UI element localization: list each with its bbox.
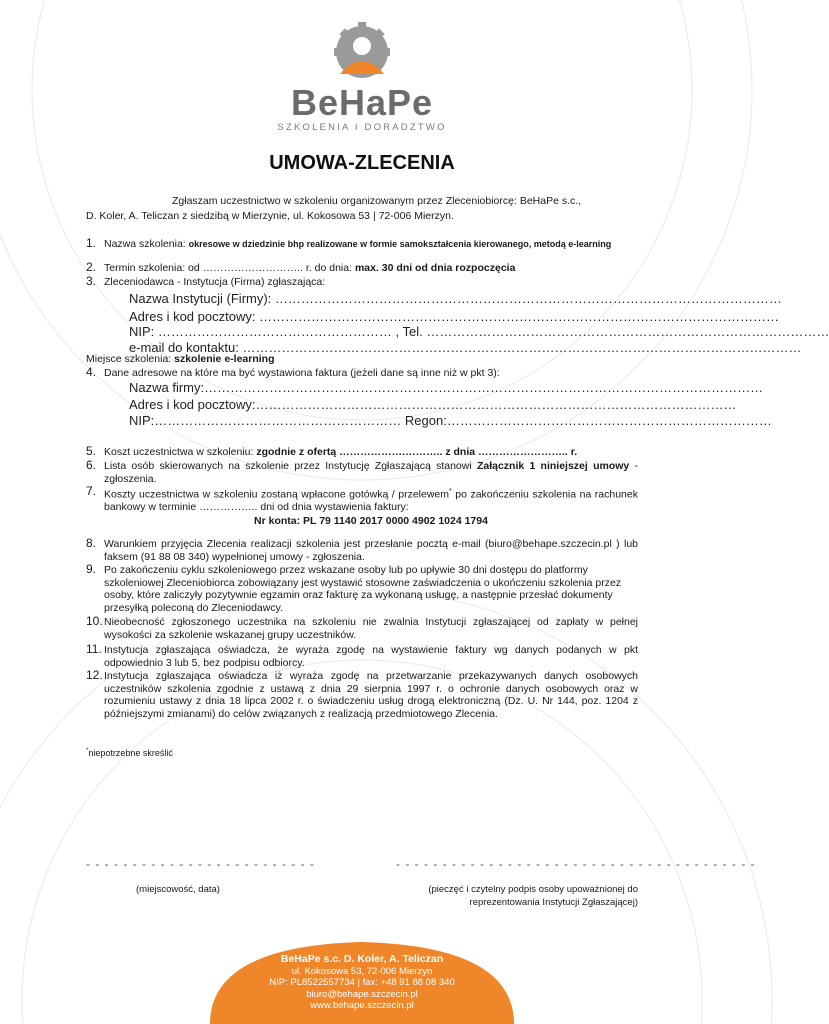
item-1-value: okresowe w dziedzinie bhp realizowane w formie samokształcenia kierowanego, metodą e-learning — [188, 239, 612, 249]
footnote-mark: * — [449, 488, 452, 495]
item-12 — [86, 670, 638, 720]
item-11-text: Instytucja zgłaszająca oświadcza, że wyraża zgodę na wystawienie faktury wg danych podanych w pkt odpowiednio 3 lub 5, bez podpisu odbiorcy. — [104, 644, 638, 669]
item-number: 4. — [86, 365, 97, 379]
item-7 — [86, 486, 638, 527]
item-number: 6. — [86, 458, 97, 472]
item-2-mid: r. do dnia: — [305, 262, 353, 274]
item-number: 3. — [86, 274, 97, 288]
training-place-value: szkolenie e-learning — [174, 353, 275, 365]
footnote — [86, 748, 173, 758]
item-2-dots: ……………………….. — [202, 262, 303, 274]
item-10-text: Nieobecność zgłoszonego uczestnika na szkoleniu nie zwalnia Instytucji zgłaszającej od zapłaty w pełnej wysokości za szkolenie wskazanej grupy uczestników. — [104, 616, 638, 641]
item-6-tail: - zgłoszenia. — [104, 460, 638, 485]
footer-www[interactable]: www.behape.szczecin.pl — [310, 1000, 414, 1011]
institution-address-field[interactable]: Adres i kod pocztowy: ………………………………………………………………………………………………………… — [129, 309, 780, 324]
item-7-text-b: po zakończeniu szkolenia na rachunek bankowy w terminie …………….. dni od dnia wystawienia faktury: — [104, 488, 638, 513]
footer-company: BeHaPe s.c. D. Koler, A. Teliczan — [280, 953, 444, 965]
item-3 — [86, 276, 638, 289]
item-9-text: Po zakończeniu cyklu szkoleniowego przez wskazane osoby lub po upływie 30 dni dostępu do platformy szkoleniowej Zleceniobiorca zobowiązany jest wystawić stosowne zaświadczenia o ukończeniu szkolenia przez osoby, które zaliczyły pozytywnie egzamin oraz fakturę za wykonaną usługę, a następnie przesłać dokumenty przesyłką poleconą do Zleceniodawcy. — [104, 564, 622, 614]
signature-label-1: (pieczęć i czytelny podpis osoby upoważnionej do — [428, 884, 638, 895]
item-5 — [86, 446, 638, 459]
item-9 — [86, 564, 638, 614]
invoice-address-field[interactable]: Adres i kod pocztowy:………………………………………………………………………………………………… — [129, 397, 737, 412]
item-11 — [86, 644, 638, 669]
item-5-value: zgodnie z ofertą ……………….……….. z dnia …………………….. r. — [256, 446, 578, 458]
signature-line[interactable]: - - - - - - - - - - - - - - - - - - - - - - - - - - - - - - - - - - - - - - - — [396, 857, 756, 871]
item-6-text: Lista osób skierowanych na szkolenie przez Instytucję Zgłaszającą stanowi — [104, 460, 472, 472]
item-number: 1. — [86, 236, 97, 250]
training-place-label: Miejsce szkolenia: — [86, 353, 172, 365]
bank-account-number: Nr konta: PL 79 1140 2017 0000 4902 1024 1794 — [254, 514, 488, 527]
item-number: 11. — [86, 642, 102, 656]
place-date-line[interactable]: - - - - - - - - - - - - - - - - - - - - - - - - - — [86, 857, 315, 871]
footnote-star: * — [86, 748, 89, 754]
place-date-label: (miejscowość, data) — [136, 884, 220, 895]
item-number: 7. — [86, 484, 97, 498]
item-7-text-a: Koszty uczestnictwa w szkoleniu zostaną wpłacone gotówką / przelewem — [104, 488, 449, 501]
training-place — [86, 353, 638, 366]
institution-nip-tel-field[interactable]: NIP: ……………………………………………… , Tel. ………………………………………………………………………………… — [129, 324, 829, 339]
item-3-label: Zleceniodawca - Instytucja (Firma) zgłaszająca: — [104, 276, 326, 288]
item-1 — [86, 238, 638, 251]
intro-paragraph — [86, 194, 638, 224]
item-6 — [86, 460, 638, 485]
item-12-text: Instytucja zgłaszająca oświadcza iż wyraża zgodę na przetwarzanie przekazywanych danych osobowych uczestników szkolenia zgodnie z ustawą z dnia 29 sierpnia 1997 r. o ochronie danych osobowych oraz w rozumieniu ustawy z dnia 18 lipca 2002 r. o świadczeniu usług drogą elektroniczną (Dz. U. Nr 144, poz. 1204 z późniejszymi zmianami) do celów związanych z realizacją przedmiotowego Zlecenia. — [104, 670, 638, 720]
brand-name: BeHaPe — [290, 82, 434, 123]
signature-label — [396, 883, 638, 909]
signature-label-2: reprezentowania Instytucji Zgłaszającej) — [469, 897, 638, 908]
item-number: 2. — [86, 260, 97, 274]
item-4-label: Dane adresowe na które ma być wystawiona faktura (jeżeli dane są inne niż w pkt 3): — [104, 367, 500, 379]
footnote-text: niepotrzebne skreślić — [88, 748, 173, 758]
item-6-bold: Załącznik 1 niniejszej umowy — [476, 460, 630, 472]
item-8 — [86, 538, 638, 563]
institution-name-field[interactable]: Nazwa Instytucji (Firmy): ……………………………………………………………………………………………………… — [129, 291, 782, 306]
intro-line-1: Zgłaszam uczestnictwo w szkoleniu organizowanym przez Zleceniobiorcę: BeHaPe s.c., — [172, 195, 582, 207]
intro-line-2: D. Koler, A. Teliczan z siedzibą w Mierzynie, ul. Kokosowa 53 | 72-006 Mierzyn. — [86, 210, 454, 222]
footer-nip-fax: NIP: PL8522557734 | fax: +48 91 88 08 340 — [269, 977, 455, 988]
item-number: 10. — [86, 614, 103, 628]
item-1-label: Nazwa szkolenia: — [104, 238, 186, 250]
item-10 — [86, 616, 638, 641]
document-title: UMOWA-ZLECENIA — [269, 152, 455, 174]
item-4 — [86, 367, 638, 380]
brand-subtitle: SZKOLENIA I DORADZTWO — [277, 122, 447, 133]
item-8-text: Warunkiem przyjęcia Zlecenia realizacji szkolenia jest przesłanie pocztą e-mail (biuro@behape.szczecin.pl ) lub faksem (91 88 08 340) wypełnionej umowy - zgłoszenia. — [104, 538, 638, 563]
item-5-label: Koszt uczestnictwa w szkoleniu: — [104, 446, 254, 458]
item-number: 8. — [86, 536, 97, 550]
invoice-nip-regon-field[interactable]: NIP:………………………………………………… Regon:………………………………………………………………… — [129, 413, 772, 428]
item-2-label: Termin szkolenia: od — [104, 262, 200, 274]
item-number: 5. — [86, 444, 97, 458]
item-number: 9. — [86, 562, 97, 576]
item-number: 12. — [86, 668, 103, 682]
institution-email-field[interactable]: e-mail do kontaktu: ………………………………………………………………………………………………………………… — [129, 340, 802, 355]
footer-email[interactable]: biuro@behape.szczecin.pl — [306, 988, 418, 1000]
invoice-name-field[interactable]: Nazwa firmy:………………………………………………………………………………………………………………… — [129, 380, 764, 395]
footer-address: ul. Kokosowa 53, 72-006 Mierzyn — [291, 965, 433, 977]
footer-contact — [210, 954, 514, 1012]
item-2-value: max. 30 dni od dnia rozpoczęcia — [354, 262, 516, 274]
behape-logo-icon — [330, 22, 394, 78]
item-2 — [86, 262, 638, 275]
